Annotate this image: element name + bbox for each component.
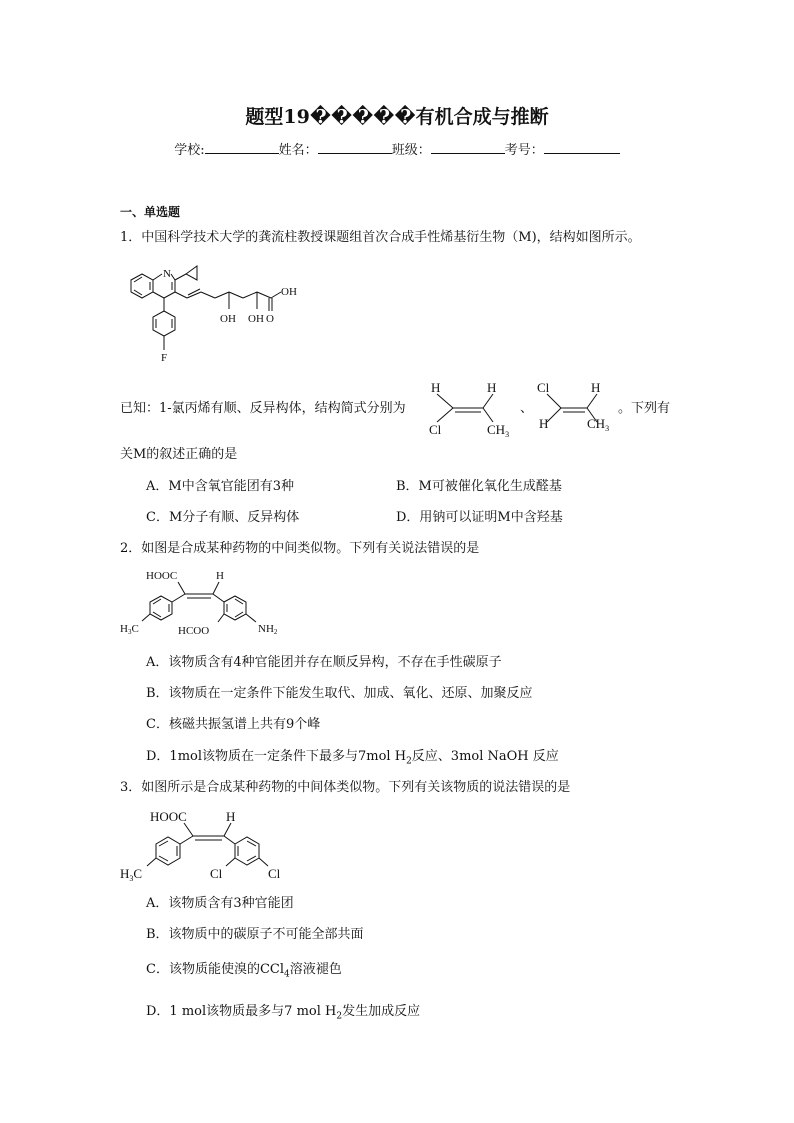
q3-ch3-label: $H_3C$ [120,866,143,883]
q1-known-separator: 、 [520,401,534,416]
name-label: 姓名： [278,143,318,158]
q2-nh2-label: NH2 [258,623,278,636]
q1-cis-h1: H [431,380,441,395]
q3-option-c[interactable]: C．该物质能使溴的CCl$_4$溶液褪色 [146,962,342,980]
q2-stem: 2．如图是合成某种药物的中间类似物。下列有关说法错误的是 [120,541,480,556]
q3-cl-label-1: Cl [210,866,223,881]
q1-oh-label-3: OH [248,313,264,325]
q1-stem: 1．中国科学技术大学的龚流柱教授课题组首次合成手性烯基衍生物（M)，结构如图所示。 [120,230,641,245]
name-blank [318,140,392,154]
page-title: 题型19�����有机合成与推断 [245,106,549,128]
q1-cis-ch3: $CH_3$ [487,422,510,438]
q1-f-label: F [161,352,168,364]
q1-trans-h1: H [591,380,601,395]
q1-option-d[interactable]: D．用钠可以证明M中含羟基 [396,510,563,525]
q2-hooc-label: HOOC [146,570,178,582]
q3-option-d[interactable]: D．1 mol该物质最多与7 mol $H_2$发生加成反应 [146,1004,421,1022]
q1-structure-m [125,255,315,370]
q2-option-a[interactable]: A．该物质含有4种官能团并存在顺反异构，不存在手性碳原子 [146,655,502,670]
q3-hooc-label: HOOC [150,809,187,824]
q1-known-prefix: 已知：1-氯丙烯有顺、反异构体，结构简式分别为 [120,401,406,416]
q2-ch3-label: H3C [120,623,139,636]
section-heading: 一、单选题 [120,205,181,219]
q2-option-b[interactable]: B．该物质在一定条件下能发生取代、加成、氧化、还原、加聚反应 [146,686,533,701]
q1-known-suffix: 。下列有 [618,401,671,416]
student-info-fields [0,139,794,158]
q1-cis-isomer [425,378,520,438]
class-blank [431,140,505,154]
q1-n-label: N [163,268,171,280]
q1-option-a[interactable]: A．M中含氧官能团有3种 [146,479,294,494]
q1-o-label: O [266,313,274,325]
q2-option-d[interactable]: D．1mol该物质在一定条件下最多与7mol $H_2$反应、3mol NaOH 反应 [146,749,559,767]
q1-trans-h2: H [539,416,549,431]
q3-structure [118,806,298,886]
q2-structure [118,566,298,642]
q1-option-b[interactable]: B．M可被催化氧化生成醛基 [396,479,562,494]
q2-option-c[interactable]: C．核磁共振氢谱上共有9个峰 [146,717,321,732]
id-label: 考号： [504,143,544,158]
school-label: 学校: [174,143,205,158]
q1-trans-ch3: $CH_3$ [587,416,610,433]
q2-h-label: H [216,570,224,582]
q1-oh-label-1: OH [281,286,297,298]
q3-option-a[interactable]: A．该物质含有3种官能团 [146,896,294,911]
q3-stem: 3．如图所示是合成某种药物的中间体类似物。下列有关该物质的说法错误的是 [120,780,571,795]
q3-option-b[interactable]: B．该物质中的碳原子不可能全部共面 [146,927,364,942]
q1-trans-cl: Cl [537,380,550,395]
class-label: 班级： [391,143,431,158]
q1-option-c[interactable]: C．M分子有顺、反异构体 [146,510,300,525]
q1-trans-isomer [533,378,623,438]
q1-cis-cl: Cl [429,422,442,437]
q1-cis-h2: H [487,380,497,395]
q2-hcoo-label: HCOO [178,625,210,637]
q3-h-label: H [226,809,236,824]
id-blank [544,140,620,154]
q1-stem-tail: 关M的叙述正确的是 [120,447,238,462]
q1-oh-label-2: OH [220,313,236,325]
q3-cl-label-2: Cl [268,866,281,881]
school-blank [205,140,279,154]
